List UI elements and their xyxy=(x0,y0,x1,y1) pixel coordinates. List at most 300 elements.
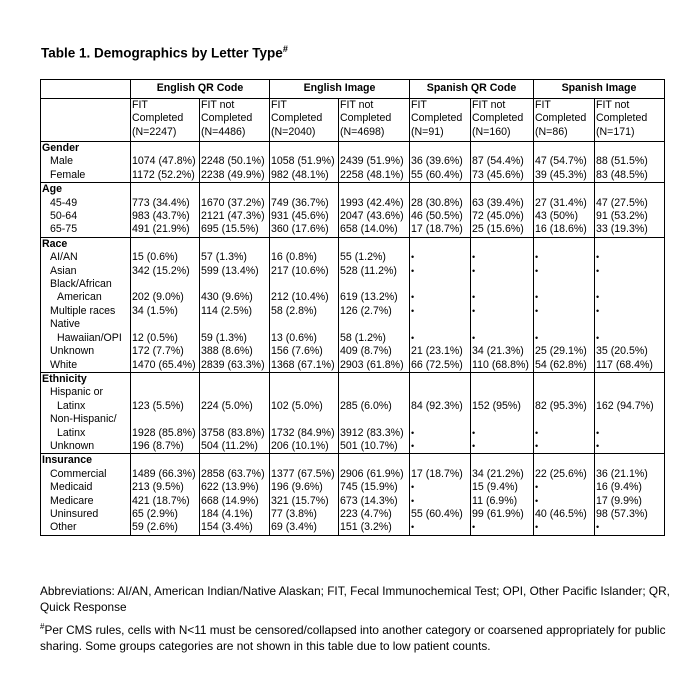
row-label-line: White xyxy=(50,358,78,371)
censored-marker: • xyxy=(535,495,539,506)
value-cell xyxy=(595,508,665,521)
value-cell xyxy=(131,359,200,373)
value-cell xyxy=(200,508,270,521)
column-header-line: FIT xyxy=(411,99,427,111)
value-cell xyxy=(534,413,595,440)
value-cell xyxy=(131,481,200,494)
cell-value: 73 (45.6%) xyxy=(472,168,524,181)
censored-marker: • xyxy=(596,522,600,533)
cell-value: 430 (9.6%) xyxy=(201,291,253,304)
group-header: Spanish Image xyxy=(534,80,665,99)
cell-value: 123 (5.5%) xyxy=(132,399,184,412)
value-cell xyxy=(270,481,339,494)
empty-cell xyxy=(131,142,200,156)
value-cell xyxy=(200,521,270,535)
value-cell xyxy=(200,223,270,237)
cell-value: 154 (3.4%) xyxy=(201,521,253,534)
row-label xyxy=(41,345,131,358)
value-cell xyxy=(200,495,270,508)
value-cell xyxy=(410,345,471,358)
cell-value: 504 (11.2%) xyxy=(201,439,258,452)
column-header xyxy=(595,99,665,142)
column-header-line: FIT not xyxy=(340,99,374,111)
section-header-row xyxy=(41,454,665,468)
row-label xyxy=(41,265,131,278)
cell-value: 22 (25.6%) xyxy=(535,467,587,480)
cell-value: 28 (30.8%) xyxy=(411,196,463,209)
value-cell xyxy=(339,278,410,305)
cell-value: 21 (23.1%) xyxy=(411,345,463,358)
cell-value: 16 (0.8%) xyxy=(271,251,317,264)
value-cell xyxy=(339,265,410,278)
cell-value: 3912 (83.3%) xyxy=(340,426,404,439)
row-label-line: American xyxy=(57,291,102,304)
column-header-line: Completed xyxy=(411,112,463,125)
cell-value: 126 (2.7%) xyxy=(340,304,392,317)
empty-cell xyxy=(534,142,595,156)
row-label-line: 65-75 xyxy=(50,223,78,236)
cell-value: 1670 (37.2%) xyxy=(201,196,265,209)
value-cell xyxy=(534,278,595,305)
censored-marker: • xyxy=(472,522,476,533)
value-cell xyxy=(270,278,339,305)
value-cell xyxy=(200,481,270,494)
column-header-line: Completed xyxy=(535,112,587,125)
value-cell xyxy=(534,223,595,237)
value-cell xyxy=(131,155,200,168)
empty-cell xyxy=(595,183,665,197)
cell-value: 47 (27.5%) xyxy=(596,196,648,209)
value-cell xyxy=(410,210,471,223)
table-row xyxy=(41,197,665,210)
row-label-line: 45-49 xyxy=(50,196,78,209)
value-cell xyxy=(471,440,534,454)
censored-marker: • xyxy=(411,265,415,276)
cell-value: 360 (17.6%) xyxy=(271,223,329,236)
value-cell xyxy=(200,278,270,305)
row-label xyxy=(41,197,131,210)
value-cell xyxy=(595,265,665,278)
empty-cell xyxy=(270,183,339,197)
abbreviations-note: Abbreviations: AI/AN, American Indian/Native Alaskan; FIT, Fecal Immunochemical Test; OPI, Other Pacific Islander; QR, Quick Response xyxy=(40,584,670,614)
column-header-line: FIT xyxy=(535,99,551,111)
value-cell xyxy=(131,521,200,535)
value-cell xyxy=(200,413,270,440)
value-cell xyxy=(131,386,200,413)
cell-value: 152 (95%) xyxy=(472,399,521,412)
table-row xyxy=(41,155,665,168)
table-row xyxy=(41,251,665,264)
row-label xyxy=(41,413,131,440)
value-cell xyxy=(270,210,339,223)
cell-value: 217 (10.6%) xyxy=(271,264,329,277)
value-cell xyxy=(200,359,270,373)
value-cell xyxy=(471,155,534,168)
value-cell xyxy=(339,508,410,521)
value-cell xyxy=(595,495,665,508)
value-cell xyxy=(410,468,471,481)
column-header xyxy=(131,99,200,142)
cell-value: 212 (10.4%) xyxy=(271,291,329,304)
group-header: English Image xyxy=(270,80,410,99)
cell-value: 98 (57.3%) xyxy=(596,507,648,520)
value-cell xyxy=(410,197,471,210)
censored-marker: • xyxy=(472,332,476,343)
empty-cell xyxy=(410,454,471,468)
empty-cell xyxy=(200,183,270,197)
cell-value: 84 (92.3%) xyxy=(411,399,463,412)
cell-value: 1074 (47.8%) xyxy=(132,155,196,168)
table-row xyxy=(41,386,665,413)
cell-value: 99 (61.9%) xyxy=(472,507,524,520)
value-cell xyxy=(410,386,471,413)
censored-marker: • xyxy=(472,252,476,263)
group-header: Spanish QR Code xyxy=(410,80,534,99)
empty-cell xyxy=(131,372,200,386)
value-cell xyxy=(339,318,410,345)
cell-value: 491 (21.9%) xyxy=(132,223,190,236)
value-cell xyxy=(410,278,471,305)
censored-marker: • xyxy=(411,332,415,343)
value-cell xyxy=(595,481,665,494)
row-label xyxy=(41,508,131,521)
section-title: Gender xyxy=(41,142,131,156)
column-header-row xyxy=(41,99,665,142)
value-cell xyxy=(270,386,339,413)
value-cell xyxy=(131,508,200,521)
value-cell xyxy=(471,495,534,508)
cell-value: 421 (18.7%) xyxy=(132,494,190,507)
column-header-blank xyxy=(41,99,131,142)
censored-marker: • xyxy=(596,440,600,451)
value-cell xyxy=(471,197,534,210)
empty-cell xyxy=(534,454,595,468)
section-header-row xyxy=(41,237,665,251)
row-label-line: Asian xyxy=(50,264,77,277)
value-cell xyxy=(410,223,471,237)
column-header-line: Completed xyxy=(472,112,524,125)
cell-value: 196 (8.7%) xyxy=(132,439,184,452)
value-cell xyxy=(270,508,339,521)
cell-value: 36 (21.1%) xyxy=(596,467,648,480)
cell-value: 388 (8.6%) xyxy=(201,345,253,358)
empty-cell xyxy=(534,372,595,386)
value-cell xyxy=(534,508,595,521)
empty-cell xyxy=(410,372,471,386)
cell-value: 2258 (48.1%) xyxy=(340,168,404,181)
cell-value: 72 (45.0%) xyxy=(472,210,524,223)
empty-cell xyxy=(339,142,410,156)
value-cell xyxy=(471,265,534,278)
censored-marker: • xyxy=(596,252,600,263)
cell-value: 35 (20.5%) xyxy=(596,345,648,358)
row-label-line: Medicare xyxy=(50,494,94,507)
row-label-line: Male xyxy=(50,155,73,168)
censored-marker: • xyxy=(596,427,600,438)
section-title: Race xyxy=(41,237,131,251)
value-cell xyxy=(200,468,270,481)
cell-value: 13 (0.6%) xyxy=(271,331,317,344)
value-cell xyxy=(471,521,534,535)
cell-value: 224 (5.0%) xyxy=(201,399,253,412)
column-header-line: (N=4486) xyxy=(201,125,246,138)
cell-value: 110 (68.8%) xyxy=(472,358,529,371)
value-cell xyxy=(131,413,200,440)
value-cell xyxy=(339,169,410,183)
value-cell xyxy=(339,223,410,237)
value-cell xyxy=(339,440,410,454)
value-cell xyxy=(595,223,665,237)
column-header xyxy=(270,99,339,142)
value-cell xyxy=(410,495,471,508)
cell-value: 65 (2.9%) xyxy=(132,507,178,520)
cell-value: 1470 (65.4%) xyxy=(132,358,196,371)
demographics-table xyxy=(40,79,665,536)
row-label-line: Other xyxy=(50,521,77,534)
empty-cell xyxy=(595,454,665,468)
column-header-line: (N=4698) xyxy=(340,125,385,138)
cell-value: 1377 (67.5%) xyxy=(271,467,335,480)
row-label xyxy=(41,481,131,494)
row-label-line: Latinx xyxy=(57,399,86,412)
empty-cell xyxy=(131,237,200,251)
empty-cell xyxy=(339,237,410,251)
value-cell xyxy=(270,468,339,481)
column-header-line: FIT not xyxy=(201,99,235,111)
value-cell xyxy=(534,359,595,373)
value-cell xyxy=(200,305,270,318)
censored-marker: • xyxy=(411,440,415,451)
column-header-line: (N=86) xyxy=(535,125,568,138)
censored-marker: • xyxy=(535,440,539,451)
cell-value: 528 (11.2%) xyxy=(340,264,397,277)
value-cell xyxy=(339,155,410,168)
value-cell xyxy=(595,345,665,358)
cell-value: 57 (1.3%) xyxy=(201,251,247,264)
cell-value: 619 (13.2%) xyxy=(340,291,398,304)
empty-cell xyxy=(534,237,595,251)
value-cell xyxy=(410,440,471,454)
row-label xyxy=(41,386,131,413)
value-cell xyxy=(131,468,200,481)
value-cell xyxy=(131,265,200,278)
value-cell xyxy=(534,251,595,264)
table-row xyxy=(41,265,665,278)
cell-value: 16 (9.4%) xyxy=(596,481,642,494)
corner-cell xyxy=(41,80,131,99)
value-cell xyxy=(131,278,200,305)
empty-cell xyxy=(471,372,534,386)
cell-value: 114 (2.5%) xyxy=(201,304,253,317)
censored-marker: • xyxy=(535,305,539,316)
cell-value: 17 (9.9%) xyxy=(596,494,642,507)
cell-value: 2047 (43.6%) xyxy=(340,210,404,223)
row-label xyxy=(41,278,131,305)
cell-value: 982 (48.1%) xyxy=(271,168,329,181)
value-cell xyxy=(270,197,339,210)
value-cell xyxy=(410,481,471,494)
cell-value: 668 (14.9%) xyxy=(201,494,259,507)
cell-value: 213 (9.5%) xyxy=(132,481,184,494)
column-header-line: FIT xyxy=(132,99,148,111)
value-cell xyxy=(595,278,665,305)
column-header-line: (N=91) xyxy=(411,125,444,138)
row-label xyxy=(41,169,131,183)
group-header: English QR Code xyxy=(131,80,270,99)
value-cell xyxy=(270,440,339,454)
cell-value: 17 (18.7%) xyxy=(411,223,463,236)
empty-cell xyxy=(471,142,534,156)
value-cell xyxy=(131,345,200,358)
table-row xyxy=(41,278,665,305)
value-cell xyxy=(534,495,595,508)
cell-value: 11 (6.9%) xyxy=(472,494,518,507)
cell-value: 58 (1.2%) xyxy=(340,331,386,344)
value-cell xyxy=(339,359,410,373)
censored-marker: • xyxy=(535,427,539,438)
column-header-line: FIT not xyxy=(596,99,630,111)
value-cell xyxy=(534,265,595,278)
section-title: Ethnicity xyxy=(41,372,131,386)
value-cell xyxy=(200,265,270,278)
value-cell xyxy=(339,305,410,318)
value-cell xyxy=(131,495,200,508)
value-cell xyxy=(534,345,595,358)
censored-marker: • xyxy=(535,522,539,533)
row-label-line: Native xyxy=(50,318,81,331)
cell-value: 658 (14.0%) xyxy=(340,223,398,236)
value-cell xyxy=(595,251,665,264)
value-cell xyxy=(471,318,534,345)
table-row xyxy=(41,495,665,508)
cell-value: 622 (13.9%) xyxy=(201,481,259,494)
row-label-line: Female xyxy=(50,168,86,181)
censored-marker: • xyxy=(535,252,539,263)
cell-value: 2121 (47.3%) xyxy=(201,210,265,223)
value-cell xyxy=(270,345,339,358)
cell-value: 162 (94.7%) xyxy=(596,399,654,412)
row-label-line: Hispanic or xyxy=(50,386,103,399)
value-cell xyxy=(471,305,534,318)
empty-cell xyxy=(200,142,270,156)
column-header-line: Completed xyxy=(271,112,323,125)
censored-marker: • xyxy=(472,427,476,438)
cell-value: 36 (39.6%) xyxy=(411,155,463,168)
censored-marker: • xyxy=(596,292,600,303)
row-label-line: Latinx xyxy=(57,426,86,439)
cell-value: 15 (9.4%) xyxy=(472,481,518,494)
value-cell xyxy=(534,155,595,168)
empty-cell xyxy=(270,237,339,251)
value-cell xyxy=(471,210,534,223)
cell-value: 745 (15.9%) xyxy=(340,481,398,494)
value-cell xyxy=(270,495,339,508)
column-header-line: (N=2040) xyxy=(271,125,316,138)
cell-value: 34 (1.5%) xyxy=(132,304,178,317)
row-label xyxy=(41,468,131,481)
cell-value: 87 (54.4%) xyxy=(472,155,524,168)
value-cell xyxy=(471,359,534,373)
row-label-line: Uninsured xyxy=(50,507,99,520)
value-cell xyxy=(595,468,665,481)
column-header-line: Completed xyxy=(132,112,184,125)
column-header xyxy=(200,99,270,142)
value-cell xyxy=(410,521,471,535)
cell-value: 25 (29.1%) xyxy=(535,345,587,358)
value-cell xyxy=(410,265,471,278)
cell-value: 184 (4.1%) xyxy=(201,507,253,520)
value-cell xyxy=(200,197,270,210)
cell-value: 2248 (50.1%) xyxy=(201,155,265,168)
row-label xyxy=(41,495,131,508)
cell-value: 342 (15.2%) xyxy=(132,264,190,277)
value-cell xyxy=(595,169,665,183)
row-label-line: Unknown xyxy=(50,439,95,452)
cell-value: 773 (34.4%) xyxy=(132,196,190,209)
cell-value: 59 (1.3%) xyxy=(201,331,247,344)
censored-marker: • xyxy=(411,495,415,506)
cell-value: 2858 (63.7%) xyxy=(201,467,265,480)
censored-marker: • xyxy=(535,265,539,276)
cell-value: 1489 (66.3%) xyxy=(132,467,196,480)
column-header xyxy=(471,99,534,142)
value-cell xyxy=(595,413,665,440)
cell-value: 2839 (63.3%) xyxy=(201,358,265,371)
cell-value: 34 (21.3%) xyxy=(472,345,524,358)
cell-value: 117 (68.4%) xyxy=(596,358,653,371)
empty-cell xyxy=(200,372,270,386)
empty-cell xyxy=(339,372,410,386)
value-cell xyxy=(200,440,270,454)
value-cell xyxy=(410,251,471,264)
cell-value: 983 (43.7%) xyxy=(132,210,190,223)
cell-value: 321 (15.7%) xyxy=(271,494,329,507)
cell-value: 206 (10.1%) xyxy=(271,439,329,452)
value-cell xyxy=(595,155,665,168)
value-cell xyxy=(534,318,595,345)
table-row xyxy=(41,223,665,237)
value-cell xyxy=(534,468,595,481)
cell-value: 409 (8.7%) xyxy=(340,345,392,358)
empty-cell xyxy=(410,142,471,156)
value-cell xyxy=(131,305,200,318)
cell-value: 2238 (49.9%) xyxy=(201,168,265,181)
value-cell xyxy=(131,210,200,223)
table-row xyxy=(41,413,665,440)
value-cell xyxy=(339,495,410,508)
empty-cell xyxy=(410,237,471,251)
cell-value: 82 (95.3%) xyxy=(535,399,587,412)
cell-value: 2439 (51.9%) xyxy=(340,155,404,168)
row-label-line: Unknown xyxy=(50,345,95,358)
cell-value: 77 (3.8%) xyxy=(271,507,317,520)
table-row xyxy=(41,318,665,345)
censored-marker: • xyxy=(411,292,415,303)
cell-value: 58 (2.8%) xyxy=(271,304,317,317)
value-cell xyxy=(270,359,339,373)
table-row xyxy=(41,521,665,535)
table-row xyxy=(41,169,665,183)
section-header-row xyxy=(41,372,665,386)
value-cell xyxy=(339,386,410,413)
value-cell xyxy=(131,251,200,264)
cms-footnote: #Per CMS rules, cells with N<11 must be censored/collapsed into another category or coarsened appropriately for public sharing. Some groups categories are not shown in this table due to low patient counts. xyxy=(40,622,666,653)
empty-cell xyxy=(471,454,534,468)
column-header-line: FIT xyxy=(271,99,287,111)
value-cell xyxy=(471,345,534,358)
cell-value: 55 (60.4%) xyxy=(411,507,463,520)
column-header xyxy=(534,99,595,142)
